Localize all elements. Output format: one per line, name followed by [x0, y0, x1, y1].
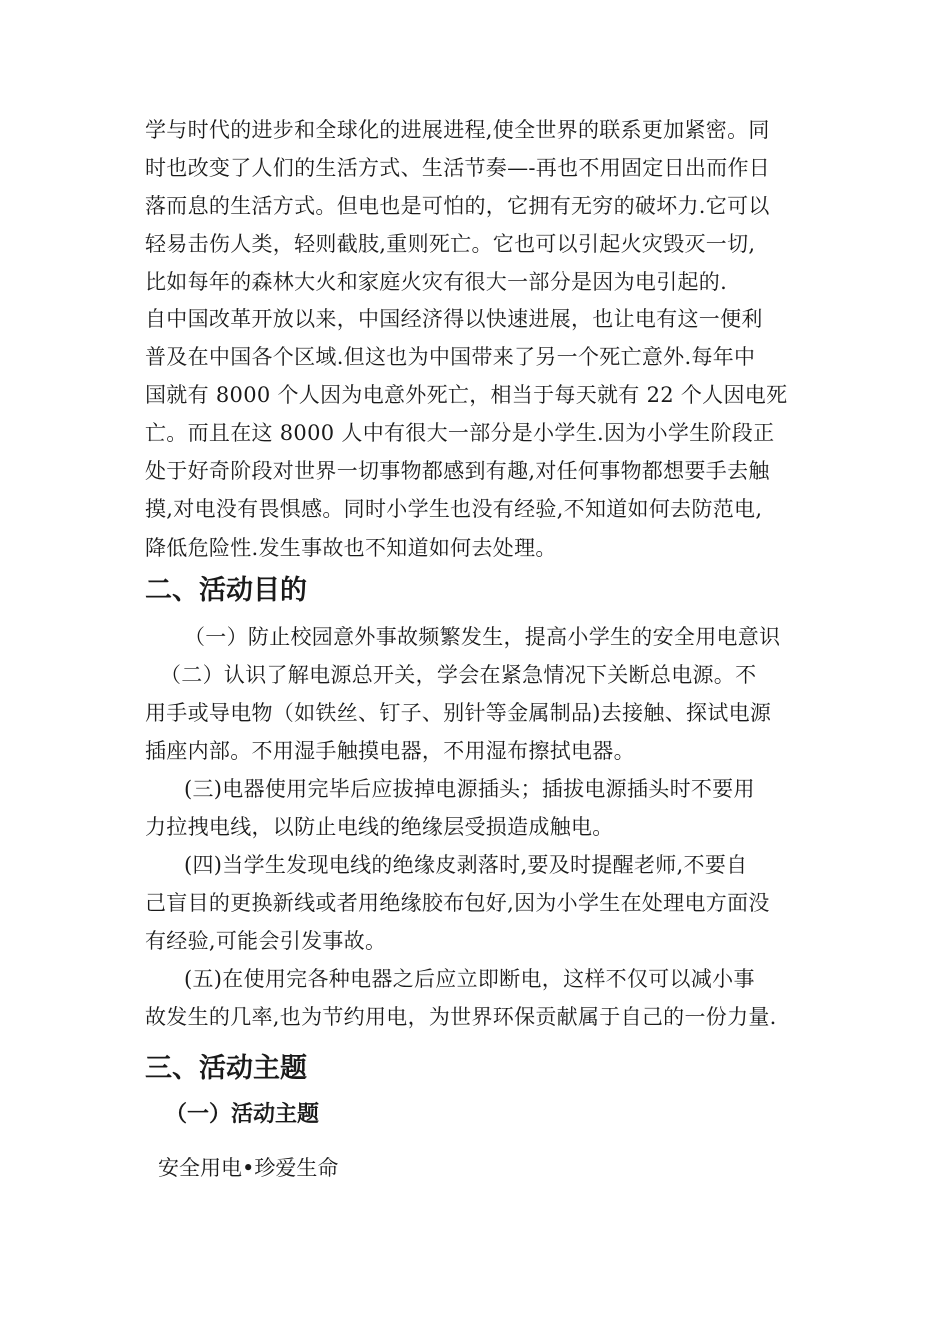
goal-4-line-3: 有经验,可能会引发事故。 [145, 929, 387, 953]
background-line-4: 亡。而且在这 8000 人中有很大一部分是小学生.因为小学生阶段正 [145, 421, 775, 445]
intro-line-5: 比如每年的森林大火和家庭火灾有很大一部分是因为电引起的. [145, 270, 728, 294]
goal-1-line-1: （一）防止校园意外事故频繁发生，提高小学生的安全用电意识 [184, 625, 781, 649]
background-line-2: 普及在中国各个区域.但这也为中国带来了另一个死亡意外.每年中 [145, 345, 756, 369]
goal-2-line-3: 插座内部。不用湿手触摸电器，不用湿布擦拭电器。 [145, 739, 635, 763]
section-2-title: 二、活动目的 [145, 575, 307, 606]
intro-line-3: 落而息的生活方式。但电也是可怕的，它拥有无穷的破坏力.它可以 [145, 194, 770, 218]
goal-5-line-1: (五)在使用完各种电器之后应立即断电，这样不仅可以减小事 [184, 967, 755, 991]
goal-3-line-1: (三)电器使用完毕后应拔掉电源插头；插拔电源插头时不要用 [184, 777, 755, 801]
goal-2-line-1: （二）认识了解电源总开关，学会在紧急情况下关断总电源。不 [160, 663, 757, 687]
intro-line-2: 时也改变了人们的生活方式、生活节奏—-再也不用固定日出而作日 [145, 156, 771, 180]
background-line-7: 降低危险性.发生事故也不知道如何去处理。 [145, 536, 557, 560]
activity-theme: 安全用电•珍爱生命 [158, 1156, 339, 1180]
intro-line-1: 学与时代的进步和全球化的进展进程,使全世界的联系更加紧密。同 [145, 118, 770, 142]
intro-line-4: 轻易击伤人类，轻则截肢,重则死亡。它也可以引起火灾毁灭一切, [145, 232, 756, 256]
goal-3-line-2: 力拉拽电线，以防止电线的绝缘层受损造成触电。 [145, 815, 614, 839]
background-line-6: 摸,对电没有畏惧感。同时小学生也没有经验,不知道如何去防范电, [145, 497, 763, 521]
section-3-title: 三、活动主题 [145, 1053, 307, 1084]
goal-4-line-2: 己盲目的更换新线或者用绝缘胶布包好,因为小学生在处理电方面没 [145, 891, 770, 915]
background-line-5: 处于好奇阶段对世界一切事物都感到有趣,对任何事物都想要手去触 [145, 459, 770, 483]
section-3-subtitle: （一）活动主题 [165, 1102, 320, 1127]
goal-4-line-1: (四)当学生发现电线的绝缘皮剥落时,要及时提醒老师,不要自 [184, 853, 748, 877]
goal-2-line-2: 用手或导电物（如铁丝、钉子、别针等金属制品)去接触、探试电源 [145, 701, 772, 725]
background-line-3: 国就有 8000 个人因为电意外死亡，相当于每天就有 22 个人因电死 [145, 383, 788, 407]
background-line-1: 自中国改革开放以来，中国经济得以快速进展，也让电有这一便利 [145, 307, 763, 331]
goal-5-line-2: 故发生的几率,也为节约用电，为世界环保贡献属于自己的一份力量. [145, 1005, 777, 1029]
